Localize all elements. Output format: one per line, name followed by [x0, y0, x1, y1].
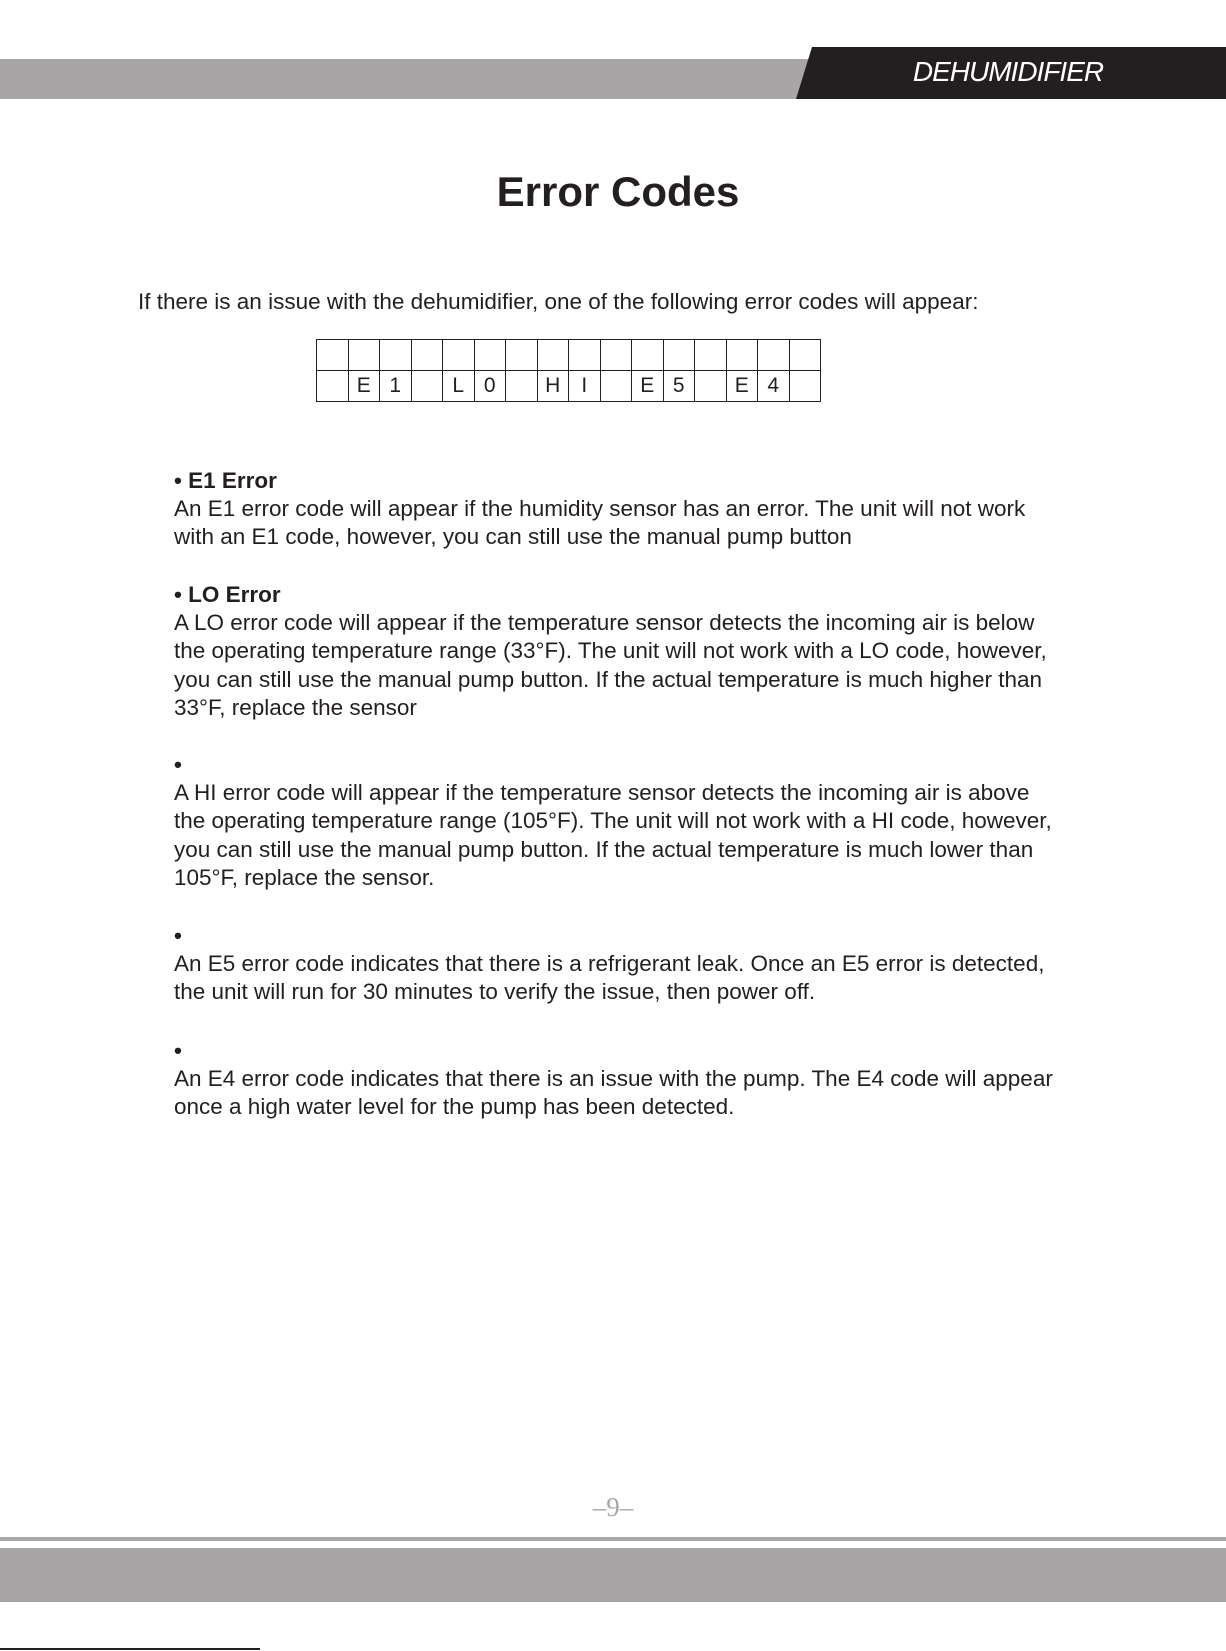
- display-table-cell: [632, 340, 664, 371]
- display-table-cell: [474, 340, 506, 371]
- page-number: –9–: [592, 1492, 634, 1522]
- section-lo-error: [174, 580, 1114, 723]
- body-line: the unit will run for 30 minutes to verify the issue, then power off.: [174, 979, 816, 1005]
- display-table-row: [317, 371, 821, 402]
- body-line: 105°F, replace the sensor.: [174, 865, 435, 891]
- section-e1-error: [174, 466, 1114, 552]
- display-table-cell: [789, 371, 821, 402]
- body-line: An E4 error code indicates that there is an issue with the pump. The E4 code will appear: [174, 1066, 1053, 1091]
- display-table-cell: [411, 371, 443, 402]
- section-heading: • E1 Error: [174, 468, 277, 493]
- display-table-cell: [537, 340, 569, 371]
- display-table-cell: [411, 340, 443, 371]
- display-table-cell: 0: [474, 371, 506, 402]
- body-line: once a high water level for the pump has been detected.: [174, 1094, 735, 1120]
- body-line: An E1 error code will appear if the humidity sensor has an error. The unit will not work: [174, 496, 1026, 521]
- display-table-cell: E: [348, 371, 380, 402]
- display-table-cell: [506, 371, 538, 402]
- section-body: [174, 950, 1114, 1007]
- display-table-cell: [789, 340, 821, 371]
- footer-divider: [0, 1537, 1226, 1541]
- bottom-rule: [0, 1648, 260, 1650]
- display-table-cell: [317, 371, 349, 402]
- section-body: [174, 495, 1114, 552]
- display-table-cell: I: [569, 371, 601, 402]
- body-line: 33°F, replace the sensor: [174, 695, 417, 721]
- display-table-cell: L: [443, 371, 475, 402]
- display-table-cell: 4: [758, 371, 790, 402]
- display-table-row: [317, 340, 821, 371]
- section-heading: • LO Error: [174, 582, 281, 607]
- intro-text: If there is an issue with the dehumidifier, one of the following error codes will appear:: [138, 289, 979, 314]
- section-hi-error: [174, 750, 1114, 893]
- display-table-cell: [443, 340, 475, 371]
- body-line: A LO error code will appear if the temperature sensor detects the incoming air is below: [174, 610, 1035, 635]
- display-table-cell: 1: [380, 371, 412, 402]
- display-table-cell: [317, 340, 349, 371]
- section-heading: •: [174, 1038, 182, 1063]
- display-table-cell: E: [726, 371, 758, 402]
- section-heading: •: [174, 752, 182, 777]
- body-line: the operating temperature range (105°F). The unit will not work with a HI code, however,: [174, 808, 1052, 834]
- display-table-cell: [380, 340, 412, 371]
- display-table-cell: [695, 371, 727, 402]
- display-table-cell: 5: [663, 371, 695, 402]
- page-title: Error Codes: [496, 168, 740, 215]
- section-body: [174, 609, 1114, 723]
- section-body: [174, 1065, 1114, 1122]
- display-table-cell: [726, 340, 758, 371]
- display-table-cell: [506, 340, 538, 371]
- body-line: the operating temperature range (33°F). The unit will not work with a LO code, however,: [174, 638, 1047, 664]
- section-heading: •: [174, 923, 182, 948]
- section-e5-error: [174, 921, 1114, 1007]
- body-line: you can still use the manual pump button. If the actual temperature is much higher than: [174, 666, 1042, 692]
- display-table-cell: [348, 340, 380, 371]
- header-title: DEHUMIDIFIER: [912, 56, 1104, 87]
- display-table-cell: [569, 340, 601, 371]
- display-table-cell: [663, 340, 695, 371]
- display-table-cell: [758, 340, 790, 371]
- display-table-cell: [600, 340, 632, 371]
- section-e4-error: [174, 1036, 1114, 1122]
- error-code-display-table: [316, 339, 821, 402]
- display-table-cell: H: [537, 371, 569, 402]
- body-line: you can still use the manual pump button. If the actual temperature is much lower than: [174, 836, 1034, 862]
- body-line: An E5 error code indicates that there is a refrigerant leak. Once an E5 error is detected,: [174, 951, 1045, 976]
- display-table-cell: E: [632, 371, 664, 402]
- body-line: A HI error code will appear if the temperature sensor detects the incoming air is above: [174, 780, 1030, 805]
- display-table-cell: [600, 371, 632, 402]
- footer-bar: [0, 1548, 1226, 1602]
- section-body: [174, 779, 1114, 893]
- display-table-cell: [695, 340, 727, 371]
- body-line: with an E1 code, however, you can still use the manual pump button: [174, 524, 852, 550]
